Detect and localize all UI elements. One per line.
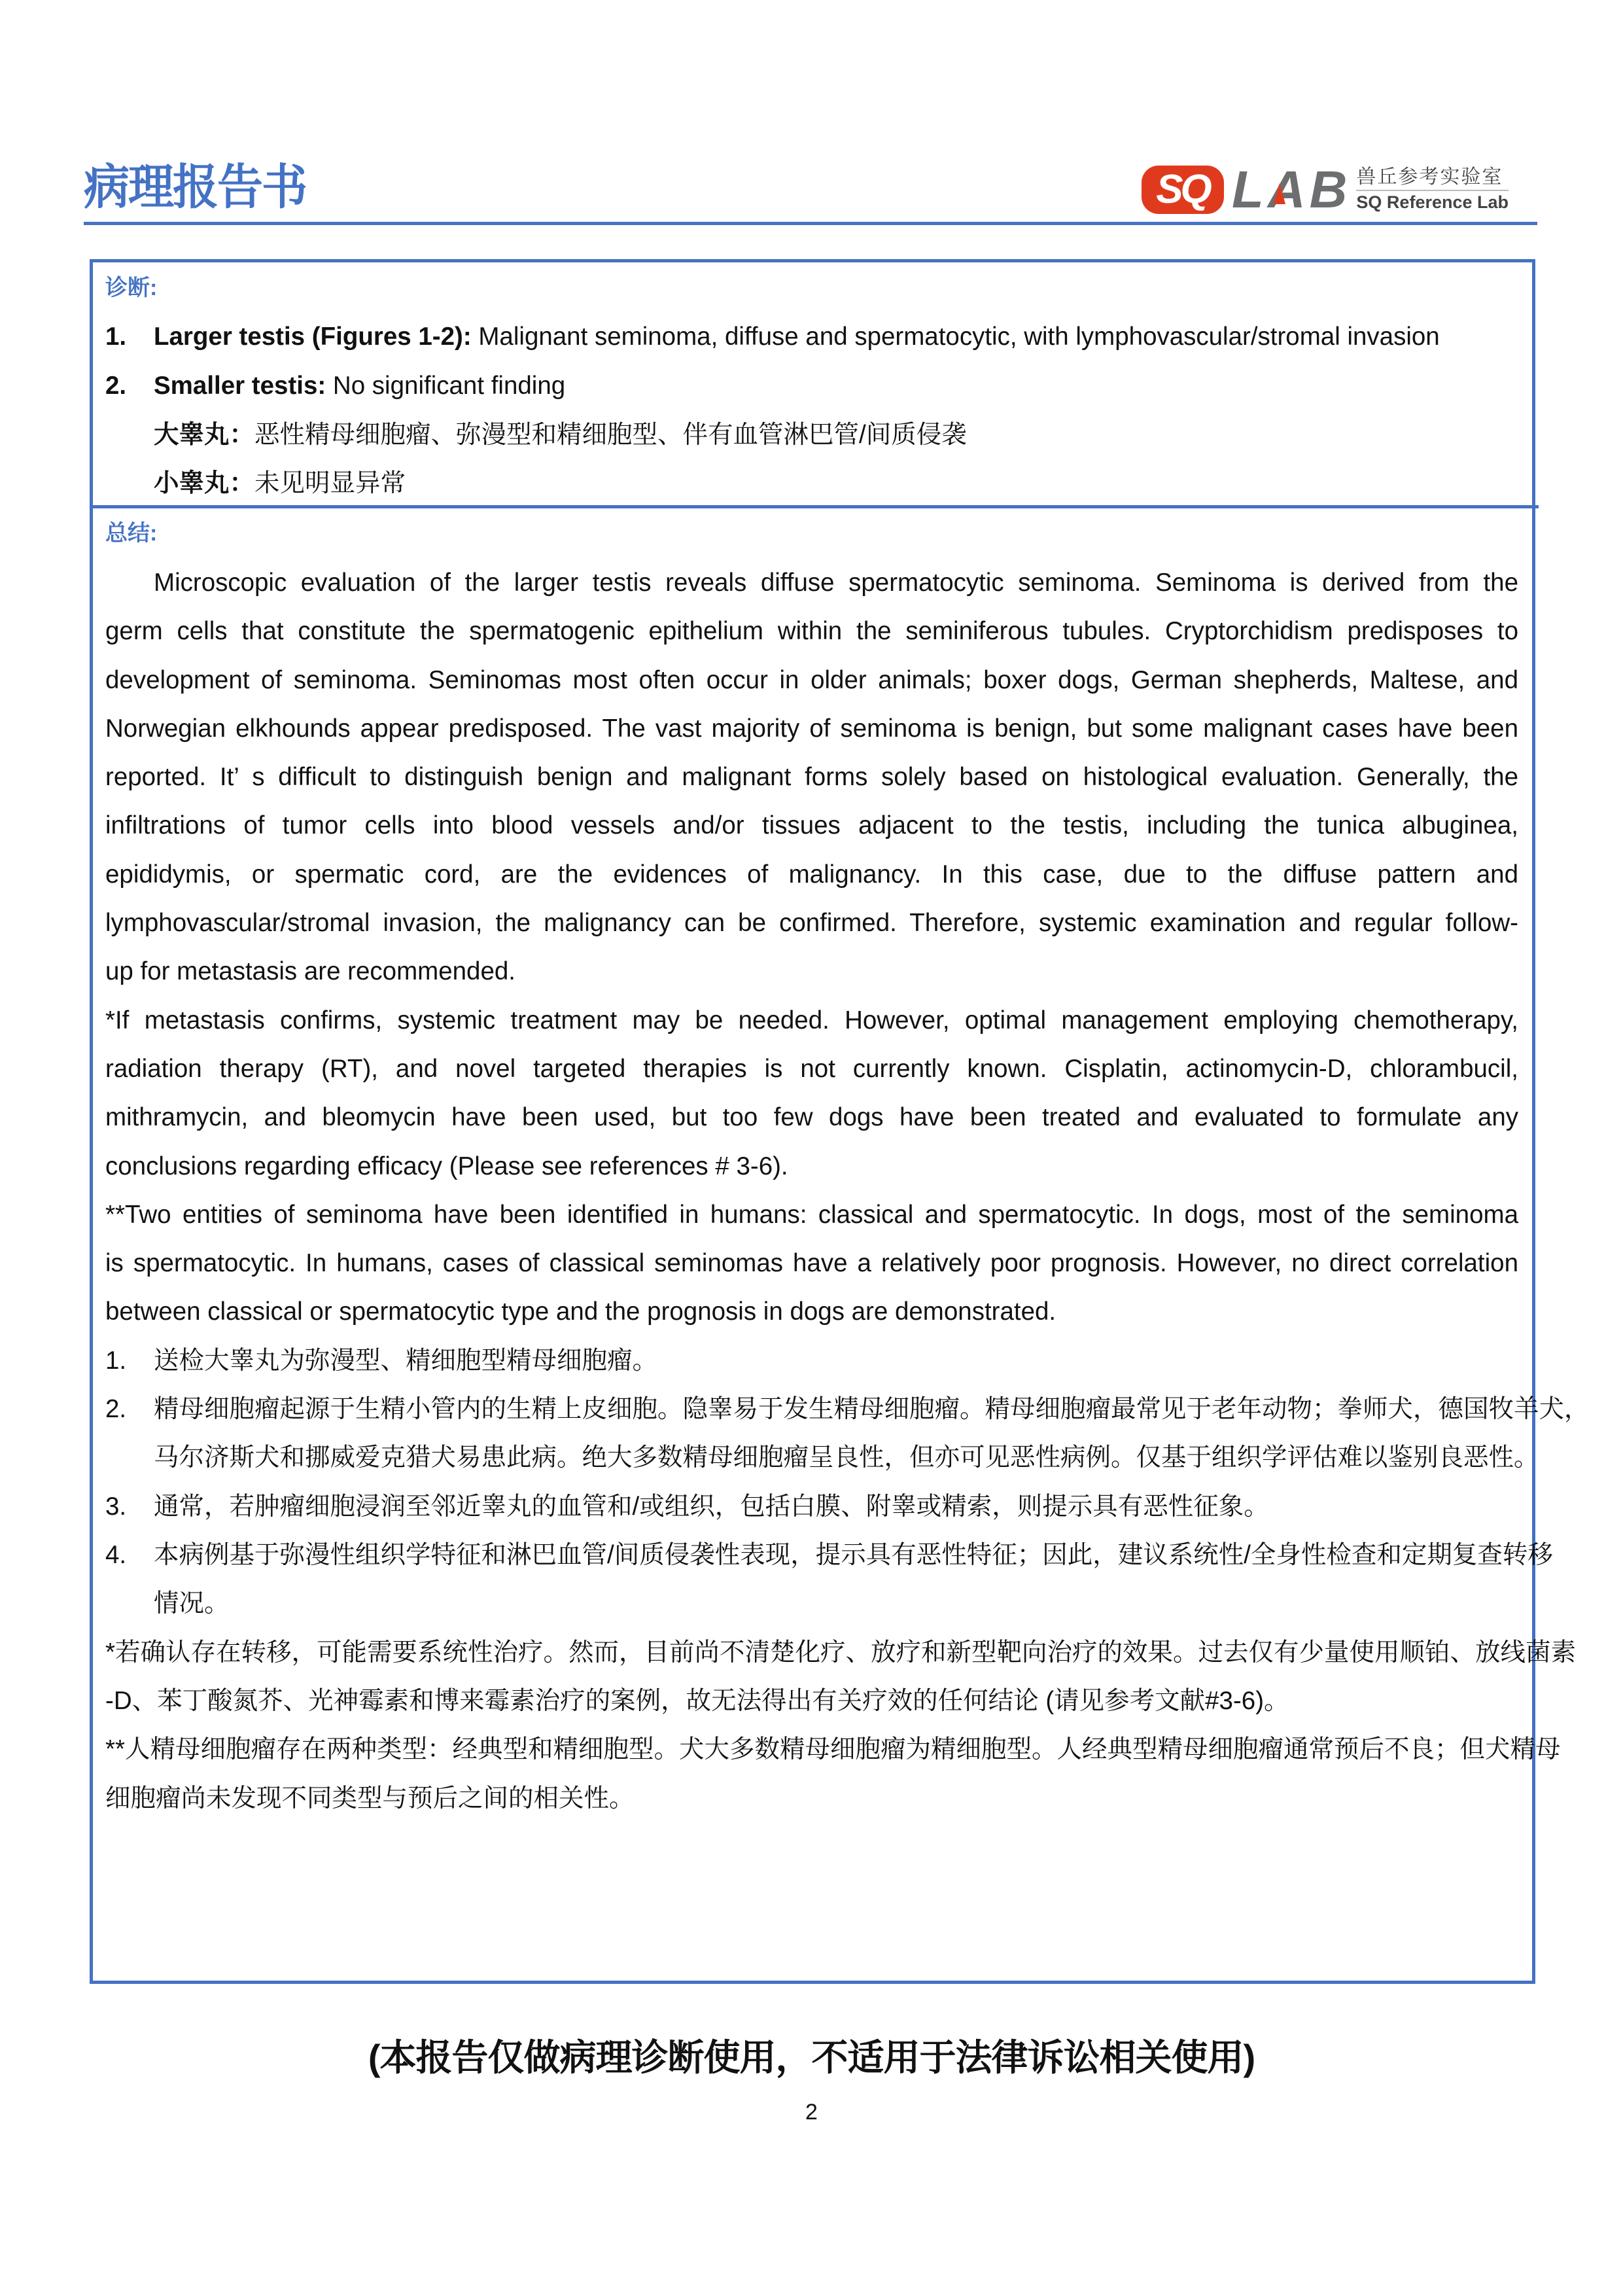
summary-cn-item-line xyxy=(105,1345,1518,1377)
item-title: Smaller testis: xyxy=(154,372,326,400)
page-title: 病理报告书 xyxy=(84,160,306,214)
logo-accent-triangle-icon xyxy=(1274,183,1285,204)
logo-text-block xyxy=(1356,166,1509,213)
item-number: 1. xyxy=(105,323,127,351)
sq-lab-logo xyxy=(1142,160,1509,219)
diagnosis-item xyxy=(105,370,1518,402)
logo-name-en: SQ Reference Lab xyxy=(1356,192,1509,212)
summary-line: development of seminoma. Seminomas most often occur in older animals; boxer dogs, German shepherds, Maltese, and xyxy=(105,666,1518,694)
item-text: 马尔济斯犬和挪威爱克猎犬易患此病。绝大多数精母细胞瘤呈良性，但亦可见恶性病例。仅基于组织学评估难以鉴别良恶性。 xyxy=(154,1443,1539,1472)
item-number: 2. xyxy=(105,1395,127,1423)
header-divider xyxy=(84,222,1537,225)
item-text: 送检大睾丸为弥漫型、精细胞型精母细胞瘤。 xyxy=(154,1347,658,1375)
summary-cn-note-line: **人精母细胞瘤存在两种类型：经典型和精细胞型。犬大多数精母细胞瘤为精细胞型。人经典型精母细胞瘤通常预后不良；但犬精母 xyxy=(105,1735,1561,1763)
summary-line: is spermatocytic. In humans, cases of classical seminomas have a relatively poor prognosis. However, no direct correlation xyxy=(105,1249,1518,1277)
summary-cn-note-line: 细胞瘤尚未发现不同类型与预后之间的相关性。 xyxy=(105,1784,635,1812)
summary-line: up for metastasis are recommended. xyxy=(105,957,515,985)
summary-line: infiltrations of tumor cells into blood vessels and/or tissues adjacent to the testis, including the tunica albuginea, xyxy=(105,811,1518,839)
summary-line: radiation therapy (RT), and novel targeted therapies is not currently known. Cisplatin, actinomycin-D, chlorambucil, xyxy=(105,1055,1518,1083)
diagnosis-item xyxy=(105,321,1518,353)
summary-line: mithramycin, and bleomycin have been used, but too few dogs have been treated and evaluated to formulate any xyxy=(105,1103,1518,1131)
diagnosis-cn-item xyxy=(105,467,1518,500)
summary-cn-item-line xyxy=(105,1393,1590,1426)
item-text: 精母细胞瘤起源于生精小管内的生精上皮细胞。隐睾易于发生精母细胞瘤。精母细胞瘤最常见于老年动物；拳师犬，德国牧羊犬， xyxy=(154,1395,1590,1423)
item-text: 情况。 xyxy=(154,1589,230,1617)
summary-line: germ cells that constitute the spermatogenic epithelium within the seminiferous tubules. Cryptorchidism predisposes to xyxy=(105,617,1518,645)
item-number: 3. xyxy=(105,1492,127,1521)
item-number: 4. xyxy=(105,1541,127,1569)
summary-line: Norwegian elkhounds appear predisposed. The vast majority of seminoma is benign, but some malignant cases have been xyxy=(105,715,1518,743)
item-title: 大睾丸： xyxy=(154,421,255,449)
logo-lab-text: LAB xyxy=(1232,160,1352,219)
summary-line: between classical or spermatocytic type and the prognosis in dogs are demonstrated. xyxy=(105,1298,1056,1326)
summary-line: *If metastasis confirms, systemic treatment may be needed. However, optimal management employing chemotherapy, xyxy=(105,1006,1518,1034)
summary-cn-item-line xyxy=(105,1441,1539,1474)
section-divider xyxy=(90,505,1539,508)
item-text: 本病例基于弥漫性组织学特征和淋巴血管/间质侵袭性表现，提示具有恶性特征；因此，建议系统性/全身性检查和定期复查转移 xyxy=(154,1541,1553,1569)
summary-line: epididymis, or spermatic cord, are the evidences of malignancy. In this case, due to the diffuse pattern and xyxy=(105,860,1518,889)
summary-line: **Two entities of seminoma have been identified in humans: classical and spermatocytic. In dogs, most of the seminoma xyxy=(105,1201,1518,1229)
summary-cn-item-line xyxy=(105,1491,1518,1523)
summary-cn-item-line xyxy=(105,1539,1553,1572)
item-text: Malignant seminoma, diffuse and spermatocytic, with lymphovascular/stromal invasion xyxy=(471,323,1440,351)
summary-line: Microscopic evaluation of the larger testis reveals diffuse spermatocytic seminoma. Seminoma is derived from the xyxy=(154,569,1518,597)
item-text: 恶性精母细胞瘤、弥漫型和精细胞型、伴有血管淋巴管/间质侵袭 xyxy=(254,421,967,449)
summary-cn-item-line xyxy=(105,1587,1518,1620)
disclaimer: (本报告仅做病理诊断使用，不适用于法律诉讼相关使用) xyxy=(368,2037,1255,2078)
item-title: Larger testis (Figures 1-2): xyxy=(154,323,472,351)
item-text: No significant finding xyxy=(326,372,566,400)
summary-label: 总结: xyxy=(105,521,158,546)
page-number: 2 xyxy=(805,2100,818,2125)
logo-mark: SQ xyxy=(1142,166,1224,214)
summary-line: lymphovascular/stromal invasion, the malignancy can be confirmed. Therefore, systemic examination and regular follow- xyxy=(105,909,1518,937)
summary-cn-note-line: -D、苯丁酸氮芥、光神霉素和博来霉素治疗的案例，故无法得出有关疗效的任何结论 (请见参考文献#3-6)。 xyxy=(105,1687,1289,1715)
diagnosis-cn-item xyxy=(105,419,1518,451)
item-title: 小睾丸： xyxy=(154,469,255,497)
item-number: 1. xyxy=(105,1347,127,1375)
summary-line: conclusions regarding efficacy (Please see references # 3-6). xyxy=(105,1152,788,1180)
item-text: 通常，若肿瘤细胞浸润至邻近睾丸的血管和/或组织，包括白膜、附睾或精索，则提示具有恶性征象。 xyxy=(154,1492,1269,1521)
logo-name-cn: 兽丘参考实验室 xyxy=(1356,166,1509,191)
summary-line: reported. It’ s difficult to distinguish benign and malignant forms solely based on histological evaluation. Generally, the xyxy=(105,763,1518,791)
logo-lab-wordmark xyxy=(1232,160,1352,219)
item-text: 未见明显异常 xyxy=(254,469,406,497)
item-number: 2. xyxy=(105,372,127,400)
diagnosis-label: 诊断: xyxy=(105,275,158,300)
summary-cn-note-line: *若确认存在转移，可能需要系统性治疗。然而，目前尚不清楚化疗、放疗和新型靶向治疗的效果。过去仅有少量使用顺铂、放线菌素 xyxy=(105,1638,1576,1667)
